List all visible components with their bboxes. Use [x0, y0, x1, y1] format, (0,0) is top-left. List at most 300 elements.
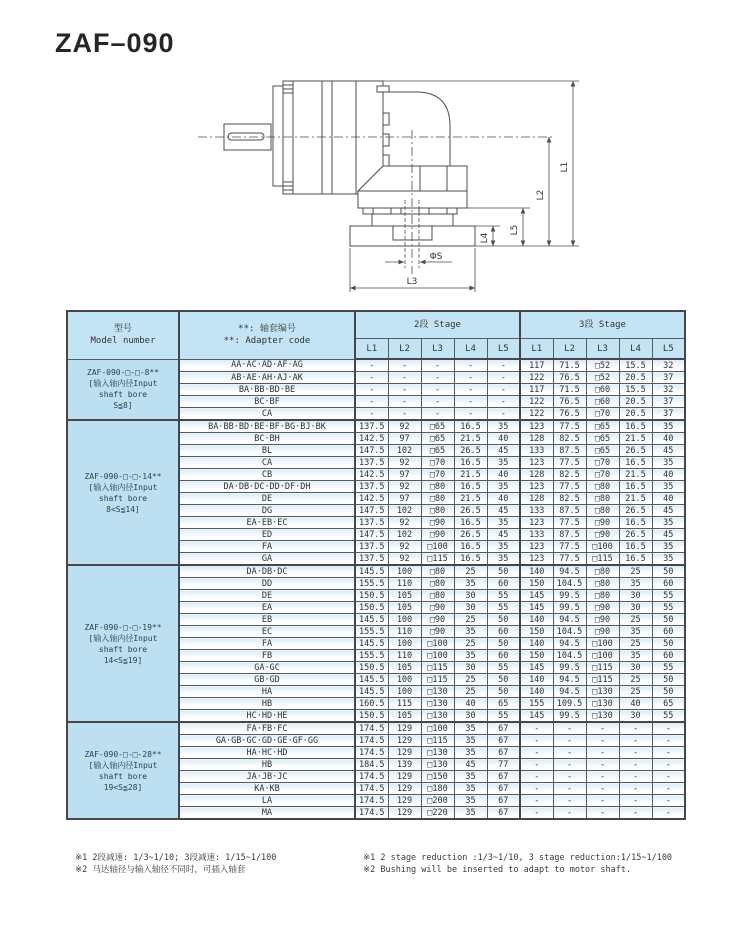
adapter-code-cell: BA·BB·BD·BE: [179, 384, 355, 396]
dim-value-cell: 99.5: [553, 710, 586, 723]
dim-value-cell: 100: [388, 614, 421, 626]
model-line: [输入轴内径Input: [88, 482, 158, 492]
dim-value-cell: 35: [454, 626, 487, 638]
table-row: [67, 565, 685, 578]
dim-value-cell: 122: [520, 396, 553, 408]
dim-value-cell: 60: [652, 578, 685, 590]
dim-col-header: L4: [619, 339, 652, 360]
dim-value-cell: 15.5: [619, 384, 652, 396]
adapter-code-cell: HA: [179, 686, 355, 698]
dim-value-cell: 25: [454, 686, 487, 698]
dim-value-cell: □115: [586, 674, 619, 686]
dim-value-cell: 145: [520, 662, 553, 674]
adapter-code-cell: DE: [179, 493, 355, 505]
dim-value-cell: 40: [652, 433, 685, 445]
adapter-code-cell: CA: [179, 408, 355, 421]
dim-value-cell: 140: [520, 614, 553, 626]
dim-value-cell: 123: [520, 553, 553, 566]
dim-value-cell: 26.5: [454, 505, 487, 517]
model-line: shaft bore: [98, 644, 148, 654]
dim-value-cell: 77: [487, 759, 520, 771]
dim-value-cell: -: [421, 408, 454, 421]
col-header-model: [67, 311, 179, 359]
dim-value-cell: 40: [619, 698, 652, 710]
dim-col-header: L2: [388, 339, 421, 360]
adapter-code-cell: BL: [179, 445, 355, 457]
dim-value-cell: -: [355, 372, 388, 384]
model-number-cell: [67, 359, 179, 420]
adapter-code-cell: GA·GB·GC·GD·GE·GF·GG: [179, 735, 355, 747]
dim-value-cell: 35: [454, 735, 487, 747]
dim-value-cell: 35: [652, 541, 685, 553]
dim-value-cell: 16.5: [454, 517, 487, 529]
col-header-stage2: 2段 Stage: [355, 311, 520, 339]
adapter-code-cell: FA: [179, 541, 355, 553]
dim-value-cell: -: [553, 759, 586, 771]
dim-value-cell: 150.5: [355, 710, 388, 723]
adapter-code-cell: EB: [179, 614, 355, 626]
model-line: 14<S≦19]: [103, 655, 143, 665]
dim-value-cell: 77.5: [553, 457, 586, 469]
dim-value-cell: 145: [520, 602, 553, 614]
model-line: 8<S≦14]: [106, 504, 140, 514]
flange-foot: [419, 208, 429, 214]
dim-value-cell: 174.5: [355, 747, 388, 759]
dim-value-cell: □130: [586, 698, 619, 710]
dim-value-cell: □90: [586, 626, 619, 638]
adapter-code-cell: BC·BH: [179, 433, 355, 445]
dim-value-cell: □100: [421, 541, 454, 553]
dim-value-cell: 184.5: [355, 759, 388, 771]
dim-value-cell: 110: [388, 626, 421, 638]
dim-value-cell: 26.5: [619, 529, 652, 541]
dim-value-cell: 35: [619, 626, 652, 638]
dim-value-cell: -: [421, 359, 454, 372]
dim-value-cell: 123: [520, 541, 553, 553]
dim-value-cell: -: [586, 807, 619, 820]
dim-value-cell: □115: [421, 674, 454, 686]
dim-value-cell: 35: [487, 553, 520, 566]
dim-value-cell: □130: [421, 759, 454, 771]
dim-value-cell: 133: [520, 529, 553, 541]
dim-value-cell: 145.5: [355, 614, 388, 626]
dim-value-cell: -: [355, 359, 388, 372]
dim-value-cell: -: [586, 722, 619, 735]
dim-value-cell: -: [553, 771, 586, 783]
dim-value-cell: -: [454, 372, 487, 384]
dim-value-cell: -: [421, 372, 454, 384]
adapter-code-cell: BA·BB·BD·BE·BF·BG·BJ·BK: [179, 420, 355, 433]
dim-value-cell: 30: [619, 590, 652, 602]
dim-value-cell: 35: [487, 517, 520, 529]
dim-value-cell: 77.5: [553, 553, 586, 566]
dim-value-cell: -: [619, 807, 652, 820]
dim-value-cell: -: [652, 747, 685, 759]
dim-value-cell: 129: [388, 747, 421, 759]
footnotes-en: [363, 852, 705, 876]
front-flange: [283, 81, 293, 194]
dim-value-cell: 40: [487, 433, 520, 445]
dim-value-cell: 92: [388, 481, 421, 493]
dim-value-cell: 35: [652, 481, 685, 493]
dim-value-cell: 67: [487, 807, 520, 820]
dim-value-cell: 155.5: [355, 626, 388, 638]
adapter-code-cell: EA: [179, 602, 355, 614]
dim-value-cell: 100: [388, 638, 421, 650]
dim-value-cell: 45: [652, 445, 685, 457]
flange-foot: [447, 208, 457, 214]
dim-value-cell: □100: [421, 722, 454, 735]
dim-value-cell: 105: [388, 710, 421, 723]
dim-label-l4: L4: [480, 232, 490, 244]
dim-value-cell: -: [619, 771, 652, 783]
dim-value-cell: 129: [388, 771, 421, 783]
dim-value-cell: 67: [487, 795, 520, 807]
dim-value-cell: -: [586, 795, 619, 807]
dim-value-cell: -: [388, 396, 421, 408]
dim-value-cell: -: [652, 795, 685, 807]
dim-value-cell: 110: [388, 578, 421, 590]
adapter-code-cell: DA·DB·DC: [179, 565, 355, 578]
dim-value-cell: 65: [487, 698, 520, 710]
dim-value-cell: -: [520, 722, 553, 735]
dim-value-cell: -: [586, 783, 619, 795]
dim-value-cell: 65: [652, 698, 685, 710]
dim-value-cell: 94.5: [553, 674, 586, 686]
dim-value-cell: 140: [520, 674, 553, 686]
dim-value-cell: □90: [586, 517, 619, 529]
dim-value-cell: 35: [652, 517, 685, 529]
dim-value-cell: -: [619, 722, 652, 735]
dim-value-cell: 87.5: [553, 529, 586, 541]
dim-value-cell: -: [520, 747, 553, 759]
dim-value-cell: 150.5: [355, 602, 388, 614]
dim-value-cell: 55: [652, 662, 685, 674]
dim-value-cell: 35: [454, 722, 487, 735]
dim-value-cell: □70: [586, 457, 619, 469]
dim-value-cell: 142.5: [355, 493, 388, 505]
dim-value-cell: 45: [454, 759, 487, 771]
dim-value-cell: 35: [454, 795, 487, 807]
dim-value-cell: -: [355, 384, 388, 396]
adapter-code-cell: CA: [179, 457, 355, 469]
dim-value-cell: 35: [454, 747, 487, 759]
dim-value-cell: 142.5: [355, 469, 388, 481]
dim-value-cell: 115: [388, 698, 421, 710]
adapter-code-cell: GB·GD: [179, 674, 355, 686]
dim-value-cell: 21.5: [619, 469, 652, 481]
model-line: ZAF-090-□-□-8**: [86, 368, 160, 378]
dim-value-cell: 15.5: [619, 359, 652, 372]
footnotes-zh: [75, 852, 363, 876]
dim-value-cell: 37: [652, 396, 685, 408]
dim-value-cell: 16.5: [454, 420, 487, 433]
dim-value-cell: 50: [652, 638, 685, 650]
dim-value-cell: 40: [652, 493, 685, 505]
adapter-code-cell: EA·EB·EC: [179, 517, 355, 529]
dim-value-cell: □100: [421, 650, 454, 662]
dim-value-cell: 117: [520, 384, 553, 396]
dim-value-cell: 30: [619, 602, 652, 614]
dim-value-cell: 109.5: [553, 698, 586, 710]
dim-value-cell: 105: [388, 662, 421, 674]
dim-value-cell: 16.5: [619, 553, 652, 566]
dim-value-cell: 45: [652, 505, 685, 517]
dim-value-cell: 30: [454, 602, 487, 614]
dim-value-cell: 155.5: [355, 578, 388, 590]
dim-value-cell: 16.5: [619, 481, 652, 493]
dim-value-cell: 99.5: [553, 602, 586, 614]
dim-value-cell: □200: [421, 795, 454, 807]
dim-value-cell: -: [454, 384, 487, 396]
elbow-housing: [383, 92, 450, 166]
dim-value-cell: 71.5: [553, 384, 586, 396]
dim-value-cell: -: [553, 735, 586, 747]
dim-value-cell: -: [586, 747, 619, 759]
adapter-code-cell: GA: [179, 553, 355, 566]
dim-value-cell: □80: [421, 481, 454, 493]
dim-value-cell: □60: [586, 396, 619, 408]
dim-label-l2: L2: [536, 189, 546, 201]
dim-value-cell: -: [619, 795, 652, 807]
dim-value-cell: 50: [487, 674, 520, 686]
adapter-code-cell: BC·BF: [179, 396, 355, 408]
dim-value-cell: -: [355, 408, 388, 421]
table-row: [67, 420, 685, 433]
dim-value-cell: 123: [520, 481, 553, 493]
dim-value-cell: 122: [520, 372, 553, 384]
dimension-table: [66, 310, 686, 820]
dim-value-cell: 35: [652, 553, 685, 566]
dim-value-cell: 102: [388, 529, 421, 541]
dim-value-cell: □115: [586, 553, 619, 566]
model-line: ZAF-090-□-□-14**: [84, 471, 162, 481]
dim-value-cell: □130: [421, 698, 454, 710]
dim-label-l5: L5: [510, 224, 520, 236]
model-line: [输入轴内径Input: [88, 760, 158, 770]
adapter-code-cell: MA: [179, 807, 355, 820]
dim-value-cell: 104.5: [553, 626, 586, 638]
adapter-code-cell: CB: [179, 469, 355, 481]
dim-value-cell: 174.5: [355, 795, 388, 807]
dim-value-cell: 92: [388, 420, 421, 433]
dim-value-cell: 110: [388, 650, 421, 662]
dim-value-cell: □80: [586, 493, 619, 505]
dim-value-cell: 50: [652, 565, 685, 578]
elbow-step: [377, 86, 389, 92]
dim-value-cell: 16.5: [454, 457, 487, 469]
dim-label-l3: L3: [406, 277, 418, 287]
dim-value-cell: 87.5: [553, 445, 586, 457]
dim-value-cell: 87.5: [553, 505, 586, 517]
dim-value-cell: 25: [454, 674, 487, 686]
dim-value-cell: □90: [421, 517, 454, 529]
dim-value-cell: 145.5: [355, 565, 388, 578]
dim-value-cell: 123: [520, 420, 553, 433]
dim-value-cell: 60: [487, 650, 520, 662]
dim-value-cell: 129: [388, 807, 421, 820]
dim-value-cell: 35: [454, 807, 487, 820]
dim-col-header: L1: [520, 339, 553, 360]
dim-value-cell: □70: [586, 469, 619, 481]
dim-value-cell: □80: [421, 565, 454, 578]
table-row: [67, 722, 685, 735]
dim-value-cell: 21.5: [619, 433, 652, 445]
dim-value-cell: 92: [388, 541, 421, 553]
dim-value-cell: -: [619, 735, 652, 747]
adapter-code-cell: DA·DB·DC·DD·DF·DH: [179, 481, 355, 493]
model-line: shaft bore: [98, 771, 148, 781]
dim-value-cell: 145.5: [355, 638, 388, 650]
dim-value-cell: □65: [421, 445, 454, 457]
dim-value-cell: 104.5: [553, 578, 586, 590]
dim-value-cell: □80: [586, 590, 619, 602]
dim-value-cell: □80: [421, 578, 454, 590]
dim-value-cell: 117: [520, 359, 553, 372]
col-header-adapter: [179, 311, 355, 359]
col-header-model-en: Model number: [90, 336, 156, 347]
dim-value-cell: 100: [388, 565, 421, 578]
dim-value-cell: 129: [388, 735, 421, 747]
dim-value-cell: □65: [586, 420, 619, 433]
model-line: shaft bore: [98, 493, 148, 503]
dim-value-cell: 102: [388, 505, 421, 517]
dim-value-cell: 174.5: [355, 771, 388, 783]
dim-value-cell: -: [553, 722, 586, 735]
dim-value-cell: 76.5: [553, 396, 586, 408]
dim-value-cell: 37: [652, 372, 685, 384]
table-row: [67, 359, 685, 372]
dim-col-header: L5: [487, 339, 520, 360]
dim-value-cell: 25: [619, 638, 652, 650]
dim-value-cell: 50: [487, 638, 520, 650]
dim-value-cell: 40: [652, 469, 685, 481]
dim-value-cell: 50: [652, 674, 685, 686]
dim-value-cell: 137.5: [355, 541, 388, 553]
dim-value-cell: 16.5: [619, 517, 652, 529]
adapter-code-cell: HA·HC·HD: [179, 747, 355, 759]
dim-value-cell: 67: [487, 735, 520, 747]
dim-value-cell: 30: [454, 590, 487, 602]
dim-value-cell: 94.5: [553, 638, 586, 650]
dim-value-cell: 140: [520, 686, 553, 698]
dim-value-cell: 21.5: [454, 493, 487, 505]
dim-value-cell: □65: [586, 445, 619, 457]
dim-value-cell: 150.5: [355, 590, 388, 602]
dim-value-cell: -: [586, 759, 619, 771]
dim-value-cell: 40: [487, 469, 520, 481]
footnote-en-1: ※1 2 stage reduction :1/3~1/10, 3 stage reduction:1/15~1/100: [363, 853, 673, 863]
dim-value-cell: 137.5: [355, 481, 388, 493]
dim-value-cell: □90: [421, 626, 454, 638]
dim-value-cell: 128: [520, 469, 553, 481]
dim-value-cell: 145.5: [355, 674, 388, 686]
dim-value-cell: 92: [388, 553, 421, 566]
dim-value-cell: 99.5: [553, 662, 586, 674]
dim-value-cell: 71.5: [553, 359, 586, 372]
dim-value-cell: 99.5: [553, 590, 586, 602]
dim-value-cell: 94.5: [553, 565, 586, 578]
dim-value-cell: 40: [487, 493, 520, 505]
output-flange: [358, 191, 467, 208]
dim-value-cell: 105: [388, 602, 421, 614]
dim-value-cell: -: [652, 735, 685, 747]
dim-value-cell: 137.5: [355, 517, 388, 529]
dim-value-cell: 174.5: [355, 807, 388, 820]
dim-value-cell: 150: [520, 578, 553, 590]
dim-value-cell: 145: [520, 590, 553, 602]
dim-value-cell: 50: [487, 565, 520, 578]
dim-value-cell: -: [487, 372, 520, 384]
dim-value-cell: □115: [421, 553, 454, 566]
dim-value-cell: -: [520, 783, 553, 795]
dim-value-cell: □90: [586, 614, 619, 626]
dim-value-cell: 129: [388, 795, 421, 807]
dim-value-cell: □115: [421, 662, 454, 674]
dim-value-cell: □90: [586, 602, 619, 614]
dim-value-cell: 25: [619, 565, 652, 578]
bolt-tab: [383, 155, 389, 167]
dim-col-header: L4: [454, 339, 487, 360]
dim-value-cell: 30: [619, 662, 652, 674]
dim-value-cell: 97: [388, 433, 421, 445]
dim-value-cell: 102: [388, 445, 421, 457]
dim-value-cell: 32: [652, 384, 685, 396]
model-line: shaft bore: [98, 390, 148, 400]
dim-value-cell: 50: [487, 614, 520, 626]
dim-value-cell: -: [520, 795, 553, 807]
output-hub: [393, 226, 432, 240]
dim-value-cell: 140: [520, 565, 553, 578]
dim-value-cell: 174.5: [355, 735, 388, 747]
dim-value-cell: 35: [652, 420, 685, 433]
dim-value-cell: -: [553, 783, 586, 795]
dim-value-cell: 25: [454, 565, 487, 578]
dim-value-cell: 20.5: [619, 372, 652, 384]
dim-col-header: L5: [652, 339, 685, 360]
technical-drawing: [178, 72, 590, 306]
adapter-code-cell: LA: [179, 795, 355, 807]
dim-value-cell: □130: [586, 686, 619, 698]
adapter-code-cell: HB: [179, 759, 355, 771]
dim-value-cell: □130: [421, 710, 454, 723]
dim-value-cell: □100: [586, 638, 619, 650]
dim-value-cell: -: [652, 807, 685, 820]
dim-value-cell: 140: [520, 638, 553, 650]
adapter-code-cell: JA·JB·JC: [179, 771, 355, 783]
dim-value-cell: 35: [487, 457, 520, 469]
dim-col-header: L3: [421, 339, 454, 360]
col-header-stage3: 3段 Stage: [520, 311, 685, 339]
dim-value-cell: 45: [652, 529, 685, 541]
dim-value-cell: 142.5: [355, 433, 388, 445]
dim-value-cell: 67: [487, 771, 520, 783]
front-ring: [273, 86, 283, 186]
model-line: S≦8]: [113, 401, 133, 411]
dim-value-cell: 137.5: [355, 420, 388, 433]
model-line: [输入轴内径Input: [88, 633, 158, 643]
dim-value-cell: 26.5: [454, 445, 487, 457]
dim-value-cell: -: [619, 747, 652, 759]
dim-value-cell: 150.5: [355, 662, 388, 674]
dim-value-cell: 30: [454, 662, 487, 674]
dim-value-cell: 147.5: [355, 529, 388, 541]
dim-value-cell: -: [586, 771, 619, 783]
dim-value-cell: 105: [388, 590, 421, 602]
dim-value-cell: 145: [520, 710, 553, 723]
dim-value-cell: 55: [652, 710, 685, 723]
dim-value-cell: □80: [586, 565, 619, 578]
